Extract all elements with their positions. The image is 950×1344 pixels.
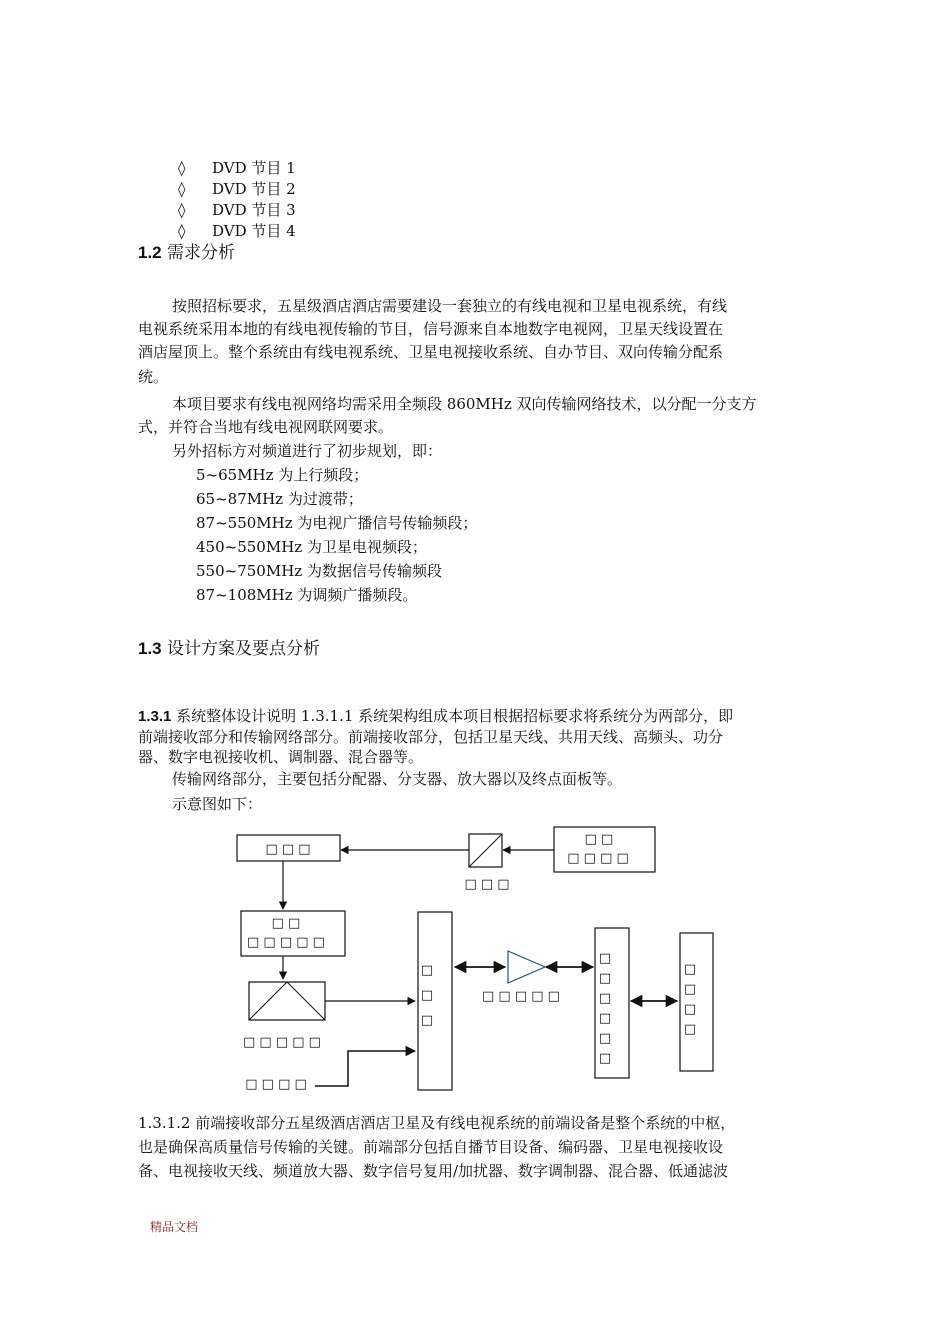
paragraph-line: 式，并符合当地有线电视网联网要求。 — [138, 418, 394, 436]
band-item: 65~87MHz 为过渡带； — [196, 490, 363, 508]
bullet-text: DVD 节目 2 — [212, 180, 296, 198]
diagram-label: □ □ □ — [265, 842, 311, 857]
paragraph-planning: 另外招标方对频道进行了初步规划，即： — [172, 442, 443, 460]
paragraph-line: 电视系统采用本地的有线电视传输的节目，信号源来自本地数字电视网，卫星天线设置在 — [138, 320, 724, 338]
diagram-label: □ — [420, 988, 434, 1003]
diagram-label: □ □ □ □ □ — [247, 935, 325, 950]
paragraph-line: 本项目要求有线电视网络均需采用全频段 860MHz 双向传输网络技术，以分配一分支方 — [172, 395, 757, 413]
diamond-icon: ◊ — [178, 180, 186, 198]
diagram-input-label: □ □ □ □ — [245, 1077, 307, 1092]
diagram-label: □ — [683, 962, 697, 977]
diagram-label: □ — [420, 1013, 434, 1028]
band-item: 87~108MHz 为调频广播频段。 — [196, 586, 418, 604]
diagram-amplifier — [482, 951, 560, 1004]
diagram-label: □ — [598, 971, 612, 986]
diagram-box-top-left — [237, 835, 340, 861]
diagram-label: □ □ □ □ — [567, 851, 629, 866]
section-number: 1.3.1 — [138, 708, 172, 725]
diagram-box-top-right — [554, 827, 655, 872]
bullet-text: DVD 节目 3 — [212, 201, 296, 219]
diagram-box-splitter-large — [243, 982, 325, 1050]
diagram-label: □ □ □ □ □ — [482, 989, 560, 1004]
diagram-label: □ — [598, 1051, 612, 1066]
bullet-text: DVD 节目 1 — [212, 159, 296, 177]
band-item: 550~750MHz 为数据信号传输频段 — [196, 562, 442, 580]
diagram-distribution-box — [595, 928, 629, 1078]
section-title: 设计方案及要点分析 — [167, 639, 321, 659]
diagram-label: □ — [598, 1011, 612, 1026]
paragraph-line: 备、电视接收天线、频道放大器、数字信号复用/加扰器、数字调制器、混合器、低通滤波 — [138, 1162, 729, 1180]
diagram-splitter — [464, 834, 509, 892]
paragraph-diagram-intro: 示意图如下： — [172, 795, 263, 813]
diagram-label: □ — [598, 991, 612, 1006]
paragraph-line: 前端接收部分和传输网络部分。前端接收部分，包括卫星天线、共用天线、高频头、功分 — [138, 728, 724, 746]
arrow — [315, 1051, 415, 1086]
band-item: 87~550MHz 为电视广播信号传输频段； — [196, 514, 478, 532]
paragraph-line: 统。 — [138, 368, 169, 386]
paragraph-line: 按照招标要求，五星级酒店酒店需要建设一套独立的有线电视和卫星电视系统，有线 — [172, 297, 728, 315]
paragraph-line: 1.3.1 系统整体设计说明 1.3.1.1 系统架构组成本项目根据招标要求将系统分为两部分，即 — [138, 707, 734, 725]
diamond-icon: ◊ — [178, 222, 186, 240]
diagram-terminal-box — [680, 933, 713, 1071]
paragraph-line: 1.3.1.2 前端接收部分五星级酒店酒店卫星及有线电视系统的前端设备是整个系统的中枢， — [138, 1114, 736, 1132]
diagram-label: □ — [598, 951, 612, 966]
bullet-text: DVD 节目 4 — [212, 222, 296, 240]
band-item: 5~65MHz 为上行频段； — [196, 466, 369, 484]
diagram-box-middle-left — [241, 911, 345, 956]
paragraph-line: 酒店屋顶上。整个系统由有线电视系统、卫星电视接收系统、自办节目、双向传输分配系 — [138, 343, 724, 361]
diagram-label: □ □ □ — [464, 877, 510, 892]
footer-watermark: 精品文档 — [150, 1220, 199, 1234]
diagram-mixer — [418, 912, 452, 1090]
diamond-icon: ◊ — [178, 159, 186, 177]
band-item: 450~550MHz 为卫星电视频段； — [196, 538, 427, 556]
diagram-label: □ — [420, 963, 434, 978]
diamond-icon: ◊ — [178, 201, 186, 219]
paragraph-line: 器、数字电视接收机、调制器、混合器等。 — [138, 748, 424, 766]
diagram-label: □ — [683, 982, 697, 997]
section-number: 1.3 — [138, 639, 162, 658]
section-number: 1.2 — [138, 243, 162, 262]
paragraph-line: 也是确保高质量信号传输的关键。前端部分包括自播节目设备、编码器、卫星电视接收设 — [138, 1138, 724, 1156]
diagram-label: □ — [683, 1022, 697, 1037]
diagram-label: □ □ □ □ □ — [243, 1035, 321, 1050]
paragraph-transmission: 传输网络部分，主要包括分配器、分支器、放大器以及终点面板等。 — [172, 770, 623, 788]
diagram-label: □ — [598, 1031, 612, 1046]
diagram-label: □ — [683, 1002, 697, 1017]
section-title: 需求分析 — [167, 243, 236, 263]
diagram-label: □ □ — [271, 916, 301, 931]
diagram-label: □ □ — [584, 832, 614, 847]
